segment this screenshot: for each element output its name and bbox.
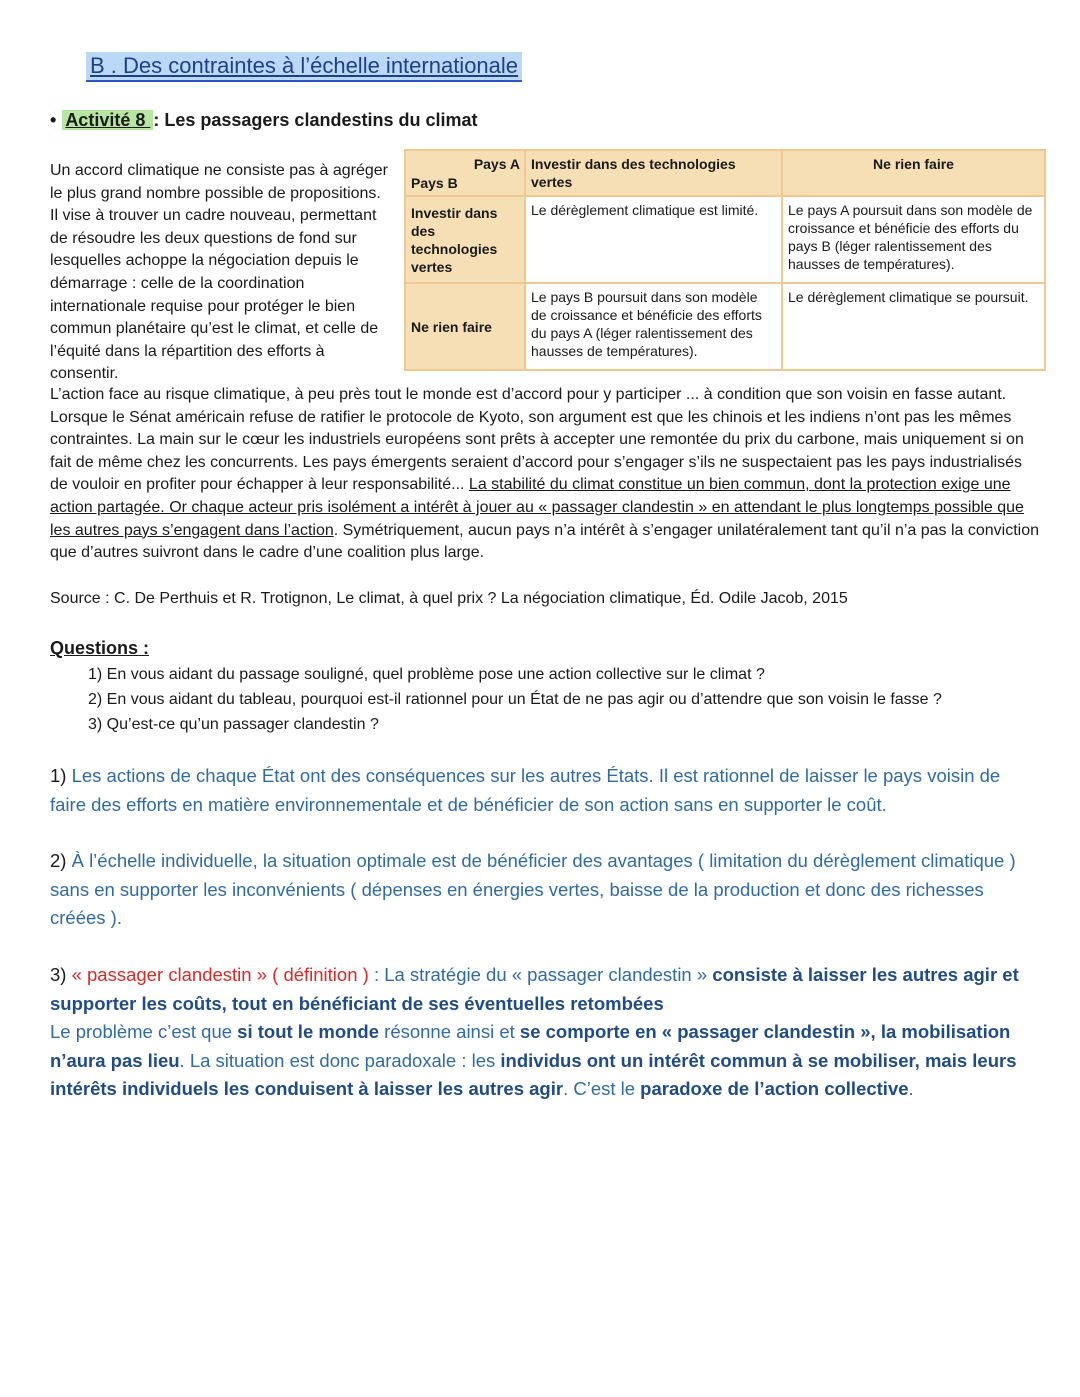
answer-number: 1) [50, 765, 67, 786]
underlined-passage: La stabilité du climat constitue un bien commun, dont la protection exige une action partagée. Or chaque acteur pris isolément a intérêt à jouer au « passager clandestin » en attendant le plus longtemps possible que les autres pays s’engagent dans l’action [50, 476, 1024, 539]
table-header-row [405, 150, 1045, 196]
explanation-text: Le problème c’est que [50, 1021, 238, 1042]
intro-paragraph: Un accord climatique ne consiste pas à agréger le plus grand nombre possible de propositions. Il vise à trouver un cadre nouveau, permettant de résoudre les deux questions de fond sur lesquelles achoppe la négociation depuis le démarrage : celle de la coordination internationale requise pour protéger le bien commun planétaire qu’est le climat, et celle de l’équité dans la répartition des efforts à consentir. [50, 162, 388, 383]
bullet: • [50, 110, 57, 130]
body-text-part1: L’action face au risque climatique, à peu près tout le monde est d’accord pour y participer ... à condition que son voisin en fasse autant. Lorsque le Sénat américain refuse de ratifier le protocole de Kyoto, son argument est que les chinois et les indiens n’ont pas les mêmes contraintes. La main sur le cœur les industriels européens sont prêts à accepter une remontée du prix du carbone, mais uniquement si on fait de même chez les concurrents. Les pays émergents seraient d’accord pour s’engager s’ils ne suspectaient pas les pays industrialisés de vouloir en profiter pour échapper à leur responsabilité... [50, 386, 1024, 494]
question-item: 1) En vous aidant du passage souligné, quel problème pose une action collective sur le climat ? [88, 666, 765, 683]
answer-1 [50, 762, 1040, 819]
explanation-text: . La situation est donc paradoxale : les [179, 1049, 501, 1071]
explanation-bold: si tout le monde [237, 1021, 380, 1042]
answer-number: 3) [50, 964, 67, 985]
definition-text: consiste à laisser les autres agir et supporter les coûts, tout en bénéficiant de ses éventuelles retombées [50, 964, 1019, 1014]
payoff-table [404, 149, 1046, 371]
activity-tag: Activité 8 [62, 110, 153, 130]
answer-text: Les actions de chaque État ont des conséquences sur les autres États. Il est rationnel de laisser le pays voisin de faire des efforts en matière environnementale et de bénéficier de son action sans en supporter le coût. [50, 765, 1001, 815]
body-text-part2: . Symétriquement, aucun pays n’a intérêt à s’engager unilatéralement tant qu’il n’a pas la conviction que d’autres suivront dans le cadre d’une coalition plus large. [50, 521, 1040, 562]
cell-nothing-invest: Le pays B poursuit dans son modèle de croissance et bénéficie des efforts du pays A (léger ralentissement des hausses de températures). [525, 283, 782, 370]
cell-invest-nothing: Le pays A poursuit dans son modèle de croissance et bénéficie des efforts du pays B (léger ralentissement des hausses de températures). [782, 196, 1045, 283]
activity-title: : Les passagers clandestins du climat [153, 110, 478, 130]
answer-3 [50, 961, 1040, 1104]
table-row [405, 196, 1045, 283]
cell-invest-invest: Le dérèglement climatique est limité. [525, 196, 782, 283]
explanation-bold: paradoxe de l’action collective [640, 1078, 909, 1099]
table-row [405, 283, 1045, 370]
table-corner [405, 150, 525, 196]
activity-heading [50, 108, 477, 132]
col-header-invest: Investir dans des technologies vertes [525, 150, 782, 196]
cell-nothing-nothing: Le dérèglement climatique se poursuit. [782, 283, 1045, 370]
answer-text: À l’échelle individuelle, la situation optimale est de bénéficier des avantages ( limitation du dérèglement climatique ) sans en supporter les inconvénients ( dépenses en énergies vertes, baisse de la production et donc des richesses créées ). [50, 850, 1016, 928]
source-citation: Source : C. De Perthuis et R. Trotignon, Le climat, à quel prix ? La négociation climatique, Éd. Odile Jacob, 2015 [50, 590, 848, 607]
explanation-bold: individus ont un intérêt commun à se mobiliser, mais leurs intérêts individuels les conduisent à laisser les autres agir [50, 1049, 1017, 1099]
paradox-explanation [50, 1018, 1040, 1104]
row-header-invest: Investir dans des technologies vertes [405, 196, 525, 283]
body-paragraph [50, 384, 1040, 565]
explanation-text: . [908, 1078, 914, 1099]
definition-term: « passager clandestin » ( définition ) [66, 964, 374, 985]
definition-intro: : La stratégie du « passager clandestin » [373, 964, 713, 985]
question-item: 3) Qu’est-ce qu’un passager clandestin ? [88, 716, 379, 733]
answer-2 [50, 847, 1040, 933]
definition-line [50, 961, 1040, 1018]
corner-pays-a: Pays A [473, 156, 520, 172]
explanation-text: . C’est le [563, 1078, 641, 1099]
questions-list [88, 662, 942, 737]
question-item: 2) En vous aidant du tableau, pourquoi est-il rationnel pour un État de ne pas agir ou d’attendre que son voisin le fasse ? [88, 691, 942, 708]
section-title: B . Des contraintes à l’échelle internationale [86, 52, 522, 82]
corner-pays-b: Pays B [411, 175, 458, 191]
explanation-text: résonne ainsi et [379, 1021, 520, 1042]
explanation-bold: se comporte en « passager clandestin », la mobilisation n’aura pas lieu [50, 1021, 1011, 1071]
row-header-nothing: Ne rien faire [405, 283, 525, 370]
questions-heading: Questions : [50, 638, 150, 658]
col-header-nothing: Ne rien faire [782, 150, 1045, 196]
answer-number: 2) [50, 850, 67, 871]
